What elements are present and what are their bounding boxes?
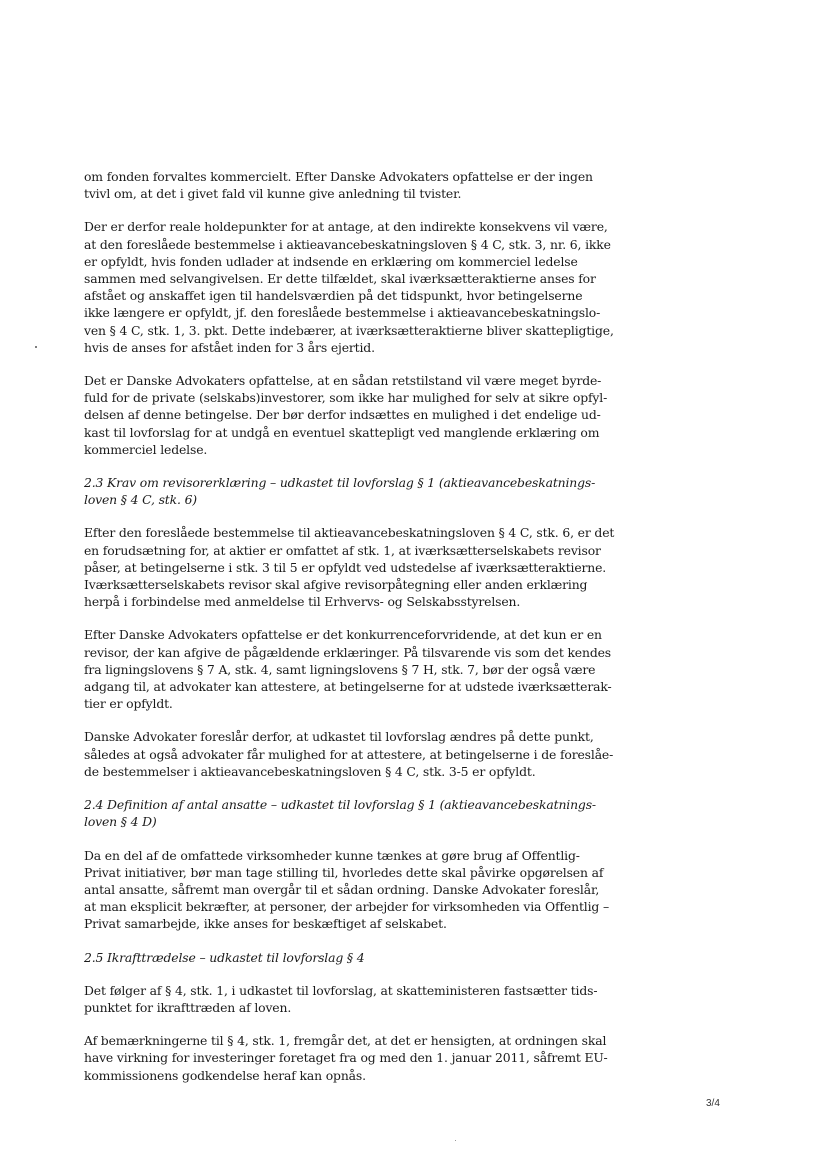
text-line: en forudsætning for, at aktier er omfattet af stk. 1, at iværksætterselskabets revisor <box>84 542 601 558</box>
text-line: loven § 4 C, stk. 6) <box>84 492 197 508</box>
text-line: kommissionens godkendelse heraf kan opnås. <box>84 1067 366 1083</box>
scan-speck <box>35 346 37 348</box>
text-line: punktet for ikrafttræden af loven. <box>84 999 292 1015</box>
body-paragraph <box>84 847 624 933</box>
scan-speck <box>455 1140 456 1141</box>
text-line: loven § 4 D) <box>84 814 157 830</box>
text-line: 2.5 Ikrafttrædelse – udkastet til lovforslag § 4 <box>84 949 365 965</box>
text-line: 2.3 Krav om revisorerklæring – udkastet til lovforslag § 1 (aktieavancebeskatnings- <box>84 475 596 491</box>
text-line: ven § 4 C, stk. 1, 3. pkt. Dette indebærer, at iværksætteraktierne bliver skattepligtige, <box>84 322 614 338</box>
text-line: ikke længere er opfyldt, jf. den foreslåede bestemmelse i aktieavancebeskatningslo- <box>84 305 601 321</box>
text-line: Efter den foreslåede bestemmelse til aktieavancebeskatningsloven § 4 C, stk. 6, er det <box>84 525 615 541</box>
body-paragraph <box>84 168 624 202</box>
text-line: Det følger af § 4, stk. 1, i udkastet til lovforslag, at skatteministeren fastsætter tids- <box>84 982 598 998</box>
body-paragraph <box>84 524 624 610</box>
text-line: at den foreslåede bestemmelse i aktieavancebeskatningsloven § 4 C, stk. 3, nr. 6, ikke <box>84 236 611 252</box>
text-line: at man eksplicit bekræfter, at personer, der arbejder for virksomheden via Offentlig – <box>84 899 610 915</box>
text-line: er opfyldt, hvis fonden udlader at indsende en erklæring om kommerciel ledelse <box>84 253 578 269</box>
text-line: fra ligningslovens § 7 A, stk. 4, samt ligningslovens § 7 H, stk. 7, bør der også være <box>84 661 596 677</box>
text-line: Danske Advokater foreslår derfor, at udkastet til lovforslag ændres på dette punkt, <box>84 729 594 745</box>
text-line: om fonden forvaltes kommercielt. Efter Danske Advokaters opfattelse er der ingen <box>84 169 593 184</box>
text-line: de bestemmelser i aktieavancebeskatningsloven § 4 C, stk. 3-5 er opfyldt. <box>84 763 536 779</box>
text-line: Der er derfor reale holdepunkter for at antage, at den indirekte konsekvens vil være, <box>84 219 608 235</box>
text-line: kommerciel ledelse. <box>84 441 208 457</box>
section-heading <box>84 796 624 830</box>
text-line: fuld for de private (selskabs)investorer, som ikke har mulighed for selv at sikre opfyl- <box>84 390 608 406</box>
text-line: Af bemærkningerne til § 4, stk. 1, fremgår det, at det er hensigten, at ordningen skal <box>84 1033 607 1049</box>
text-line: hvis de anses for afstået inden for 3 års ejertid. <box>84 339 375 355</box>
text-line: Privat initiativer, bør man tage stilling til, hvorledes dette skal påvirke opgørelsen af <box>84 864 604 880</box>
text-line: Efter Danske Advokaters opfattelse er det konkurrenceforvridende, at det kun er en <box>84 627 602 643</box>
body-paragraph <box>84 372 624 458</box>
text-line: adgang til, at advokater kan attestere, at betingelserne for at udstede iværksætterak- <box>84 679 612 695</box>
body-paragraph <box>84 1032 624 1084</box>
body-paragraph <box>84 626 624 712</box>
text-line: tier er opfyldt. <box>84 696 173 712</box>
section-heading <box>84 949 624 966</box>
section-heading <box>84 474 624 508</box>
text-line: herpå i forbindelse med anmeldelse til Erhvervs- og Selskabsstyrelsen. <box>84 594 521 610</box>
text-line: have virkning for investeringer foretaget fra og med den 1. januar 2011, såfremt EU- <box>84 1050 608 1066</box>
body-paragraph <box>84 728 624 780</box>
text-line: revisor, der kan afgive de pågældende erklæringer. På tilsvarende vis som det kendes <box>84 644 611 660</box>
text-line: antal ansatte, såfremt man overgår til et sådan ordning. Danske Advokater foreslår, <box>84 881 600 897</box>
text-line: kast til lovforslag for at undgå en eventuel skattepligt ved manglende erklæring om <box>84 424 600 440</box>
text-line: afstået og anskaffet igen til handelsværdien på det tidspunkt, hvor betingelserne <box>84 288 583 304</box>
text-line: Iværksætterselskabets revisor skal afgive revisorpåtegning eller anden erklæring <box>84 577 588 593</box>
text-line: Det er Danske Advokaters opfattelse, at en sådan retstilstand vil være meget byrde- <box>84 373 602 389</box>
text-line: sammen med selvangivelsen. Er dette tilfældet, skal iværksætteraktierne anses for <box>84 271 596 287</box>
body-paragraph <box>84 218 624 356</box>
text-line: således at også advokater får mulighed for at attestere, at betingelserne i de foreslåe- <box>84 746 614 762</box>
text-line: delsen af denne betingelse. Der bør derfor indsættes en mulighed i det endelige ud- <box>84 407 601 423</box>
page-number: 3/4 <box>706 1098 720 1109</box>
text-line: Da en del af de omfattede virksomheder kunne tænkes at gøre brug af Offentlig- <box>84 847 580 863</box>
document-body <box>84 168 624 1100</box>
text-line: Privat samarbejde, ikke anses for beskæftiget af selskabet. <box>84 916 447 932</box>
text-line: påser, at betingelserne i stk. 3 til 5 er opfyldt ved udstedelse af iværksætteraktierne. <box>84 559 607 575</box>
body-paragraph <box>84 982 624 1016</box>
text-line: 2.4 Definition af antal ansatte – udkastet til lovforslag § 1 (aktieavancebeskatnings- <box>84 797 596 813</box>
text-line: tvivl om, at det i givet fald vil kunne give anledning til tvister. <box>84 186 462 202</box>
